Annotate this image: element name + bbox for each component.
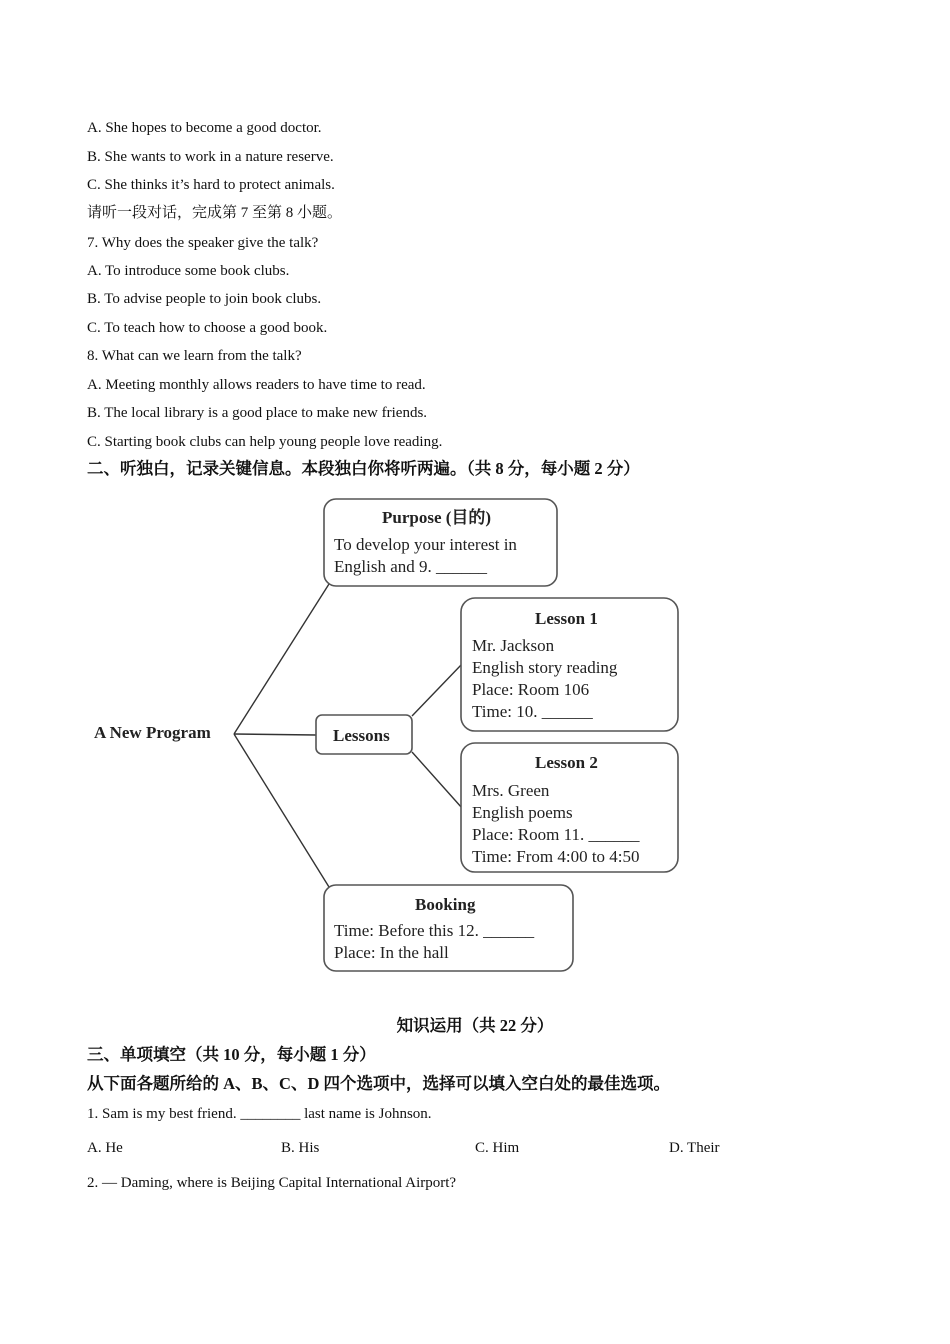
connector-line bbox=[412, 664, 462, 716]
lessons-label: Lessons bbox=[333, 726, 390, 745]
option-line: C. She thinks it’s hard to protect animals. bbox=[87, 177, 335, 193]
question-1-stem: 1. Sam is my best friend. ________ last name is Johnson. bbox=[87, 1106, 432, 1122]
lesson1-title: Lesson 1 bbox=[535, 609, 598, 628]
question-1-option-d: D. Their bbox=[669, 1140, 720, 1156]
lesson2-line: English poems bbox=[472, 803, 573, 822]
option-line: B. The local library is a good place to make new friends. bbox=[87, 405, 428, 421]
section3-heading: 三、单项填空（共 10 分，每小题 1 分） bbox=[87, 1045, 376, 1064]
part-heading: 知识运用（共 22 分） bbox=[396, 1016, 554, 1035]
lesson2-line: Place: Room 11. ______ bbox=[472, 825, 640, 844]
instruction-line: 请听一段对话，完成第 7 至第 8 小题。 bbox=[87, 205, 343, 221]
purpose-line: To develop your interest in bbox=[334, 535, 517, 554]
option-line: C. To teach how to choose a good book. bbox=[87, 320, 328, 336]
section3-instruction: 从下面各题所给的 A、B、C、D 四个选项中，选择可以填入空白处的最佳选项。 bbox=[87, 1074, 671, 1093]
question-line: 7. Why does the speaker give the talk? bbox=[87, 235, 319, 251]
purpose-title: Purpose (目的) bbox=[382, 508, 492, 527]
question-1-option-c: C. Him bbox=[475, 1140, 520, 1156]
option-line: A. To introduce some book clubs. bbox=[87, 263, 290, 279]
lesson2-line: Mrs. Green bbox=[472, 781, 550, 800]
connector-line bbox=[234, 584, 329, 734]
question-2-stem: 2. — Daming, where is Beijing Capital International Airport? bbox=[87, 1175, 457, 1191]
option-line: B. She wants to work in a nature reserve. bbox=[87, 149, 334, 165]
lesson1-line: Mr. Jackson bbox=[472, 636, 555, 655]
lesson2-title: Lesson 2 bbox=[535, 753, 598, 772]
option-line: A. She hopes to become a good doctor. bbox=[87, 120, 322, 136]
purpose-line: English and 9. ______ bbox=[334, 557, 487, 576]
connector-line bbox=[234, 734, 316, 735]
lesson1-line: Time: 10. ______ bbox=[472, 702, 593, 721]
section2-heading: 二、听独白，记录关键信息。本段独白你将听两遍。（共 8 分，每小题 2 分） bbox=[87, 459, 640, 478]
booking-line: Time: Before this 12. ______ bbox=[334, 921, 535, 940]
question-line: 8. What can we learn from the talk? bbox=[87, 348, 302, 364]
option-line: C. Starting book clubs can help young people love reading. bbox=[87, 434, 443, 450]
connector-line bbox=[412, 752, 462, 808]
question-1-option-b: B. His bbox=[281, 1140, 320, 1156]
booking-line: Place: In the hall bbox=[334, 943, 449, 962]
lesson2-line: Time: From 4:00 to 4:50 bbox=[472, 847, 640, 866]
booking-title: Booking bbox=[415, 895, 476, 914]
lesson1-line: Place: Room 106 bbox=[472, 680, 590, 699]
connector-line bbox=[234, 734, 329, 887]
center-label: A New Program bbox=[94, 723, 211, 742]
option-line: A. Meeting monthly allows readers to have time to read. bbox=[87, 377, 426, 393]
option-line: B. To advise people to join book clubs. bbox=[87, 291, 322, 307]
program-diagram bbox=[0, 490, 950, 990]
lesson1-line: English story reading bbox=[472, 658, 618, 677]
question-1-option-a: A. He bbox=[87, 1140, 123, 1156]
